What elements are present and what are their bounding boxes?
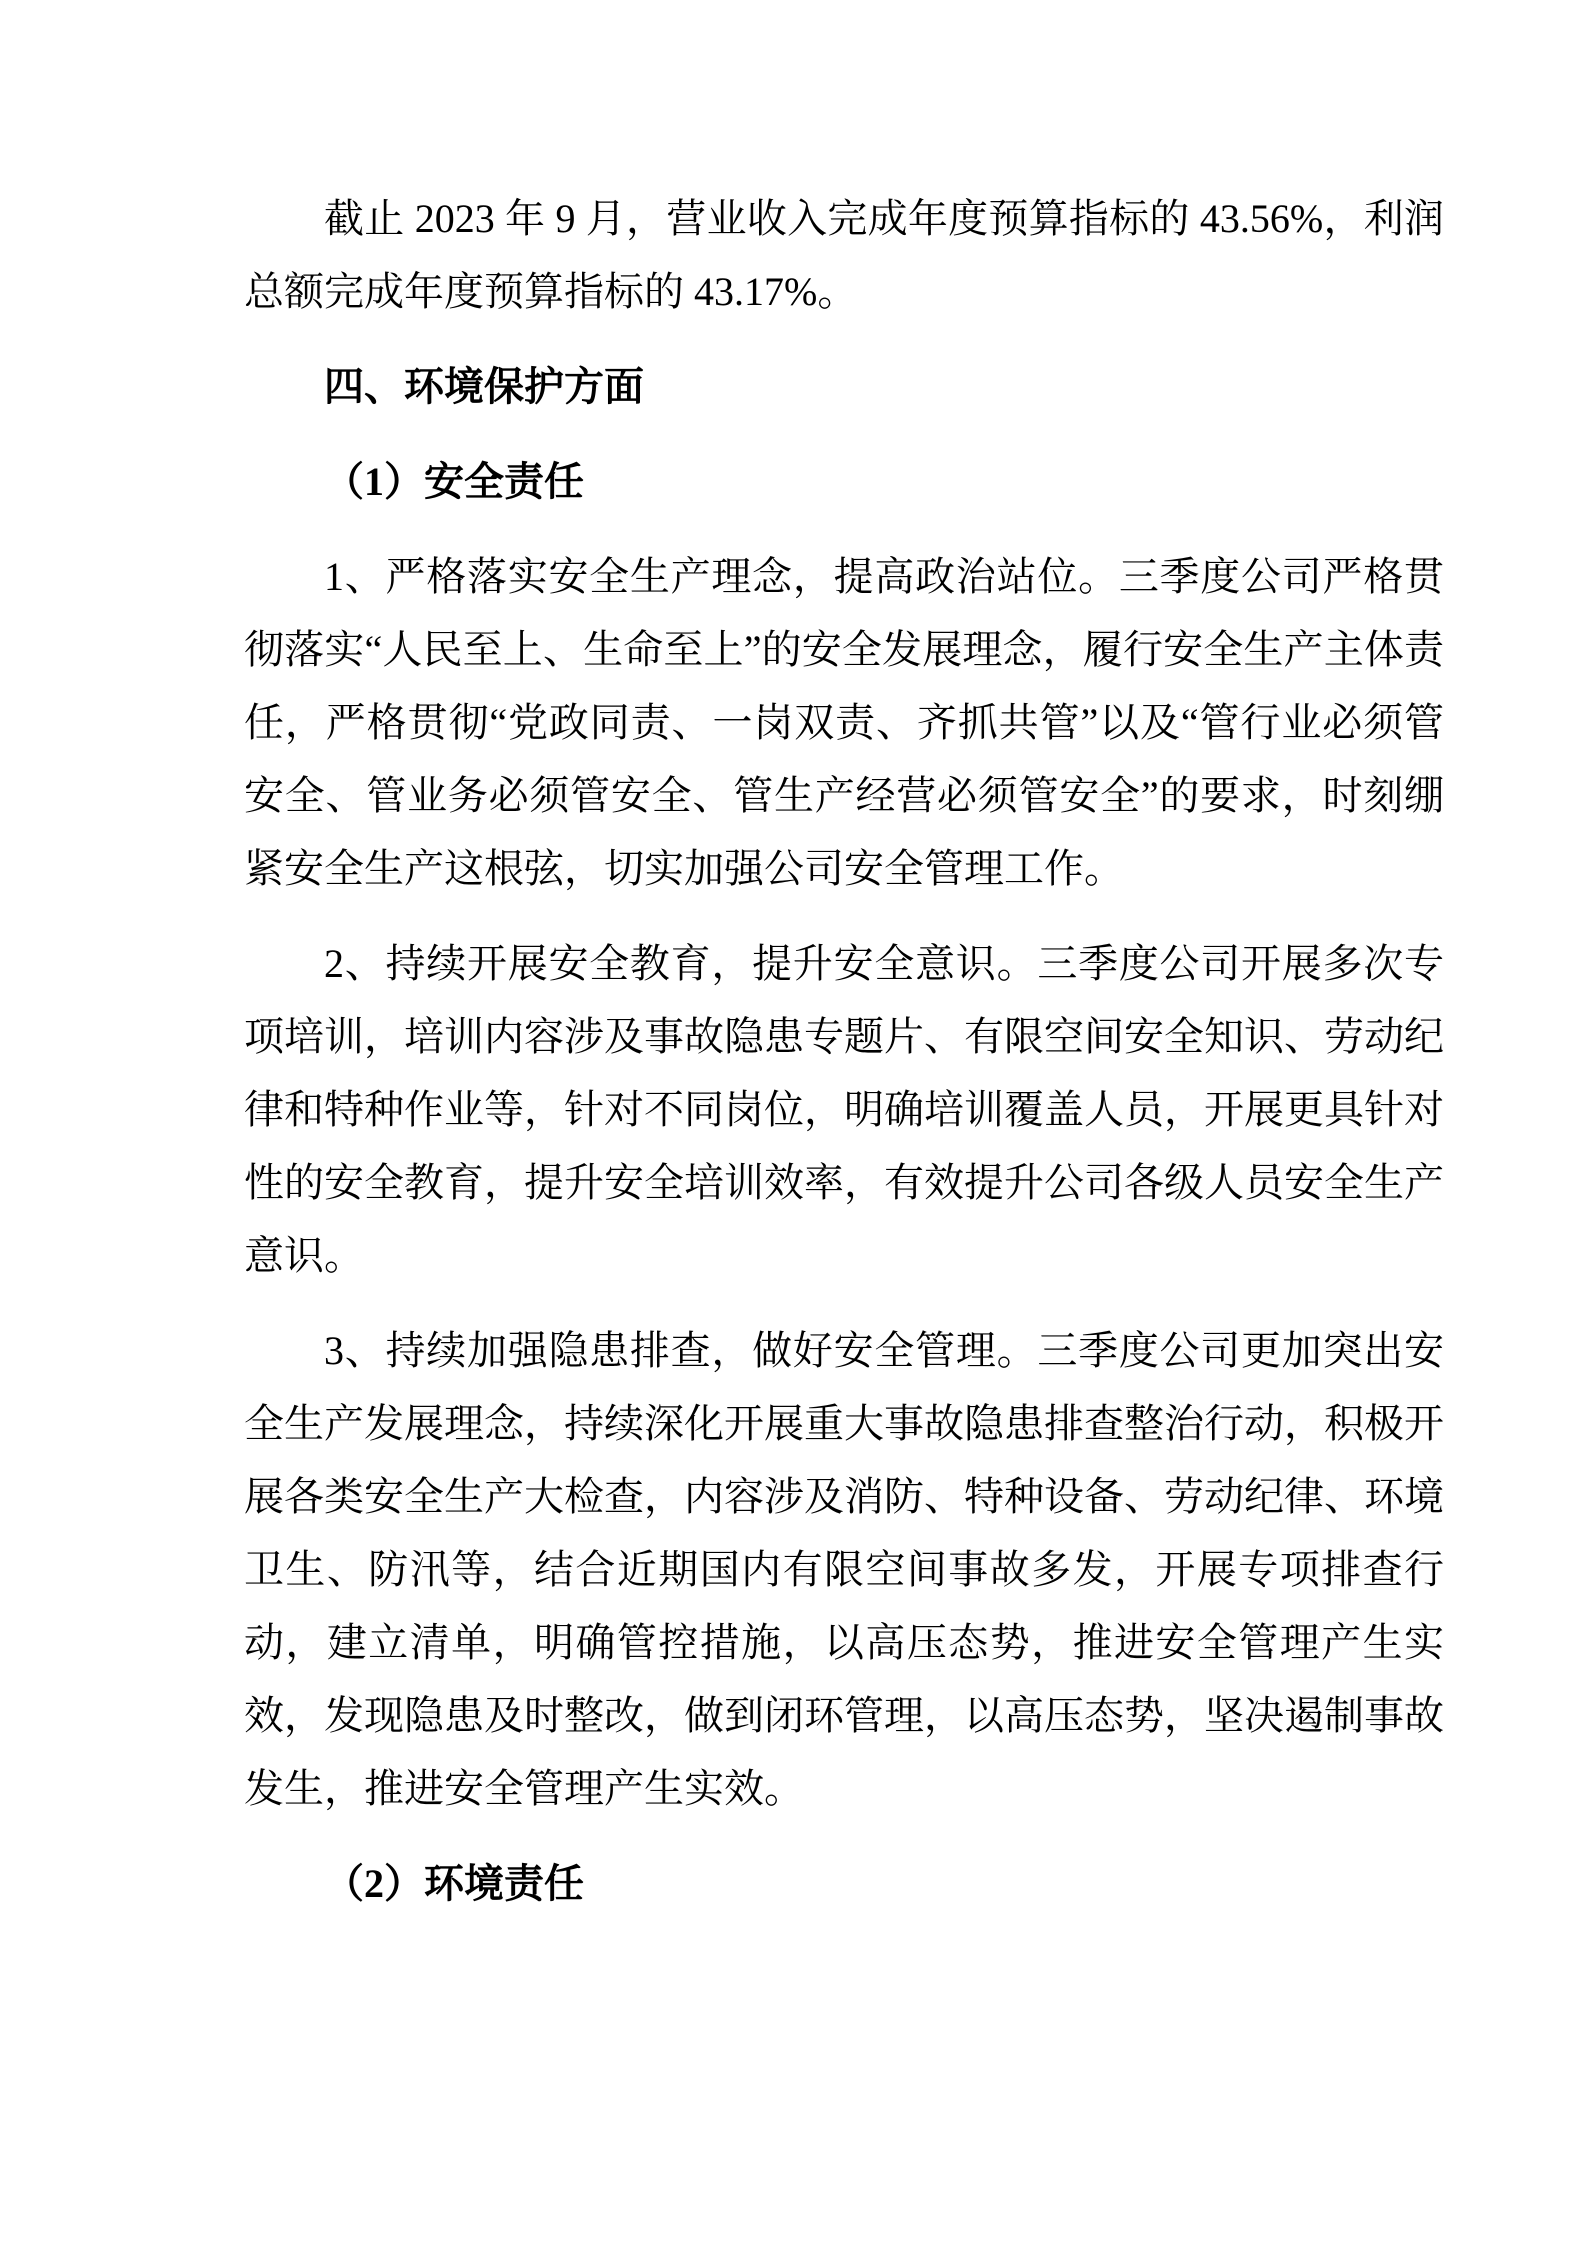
section-heading-environmental-protection: 四、环境保护方面 [324, 364, 644, 409]
paragraph-budget-completion: 截止 2023 年 9 月，营业收入完成年度预算指标的 43.56%，利润总额完成年度预算指标的 43.17%。 [244, 196, 1444, 314]
subsection-heading-safety-responsibility: （1）安全责任 [324, 459, 584, 504]
paragraph-hazard-inspection: 3、持续加强隐患排查，做好安全管理。三季度公司更加突出安全生产发展理念，持续深化开展重大事故隐患排查整治行动，积极开展各类安全生产大检查，内容涉及消防、特种设备、劳动纪律、环境卫生、防汛等，结合近期国内有限空间事故多发，开展专项排查行动，建立清单，明确管控措施，以高压态势，推进安全管理产生实效，发现隐患及时整改，做到闭环管理，以高压态势，坚决遏制事故发生，推进安全管理产生实效。 [244, 1328, 1444, 1811]
paragraph-safety-education: 2、持续开展安全教育，提升安全意识。三季度公司开展多次专项培训，培训内容涉及事故隐患专题片、有限空间安全知识、劳动纪律和特种作业等，针对不同岗位，明确培训覆盖人员，开展更具针对性的安全教育，提升安全培训效率，有效提升公司各级人员安全生产意识。 [244, 941, 1444, 1278]
subsection-heading-environmental-responsibility: （2）环境责任 [324, 1861, 584, 1906]
paragraph-safety-production-concept: 1、严格落实安全生产理念，提高政治站位。三季度公司严格贯彻落实“人民至上、生命至上”的安全发展理念，履行安全生产主体责任，严格贯彻“党政同责、一岗双责、齐抓共管”以及“管行业必须管安全、管业务必须管安全、管生产经营必须管安全”的要求，时刻绷紧安全生产这根弦，切实加强公司安全管理工作。 [244, 554, 1444, 891]
